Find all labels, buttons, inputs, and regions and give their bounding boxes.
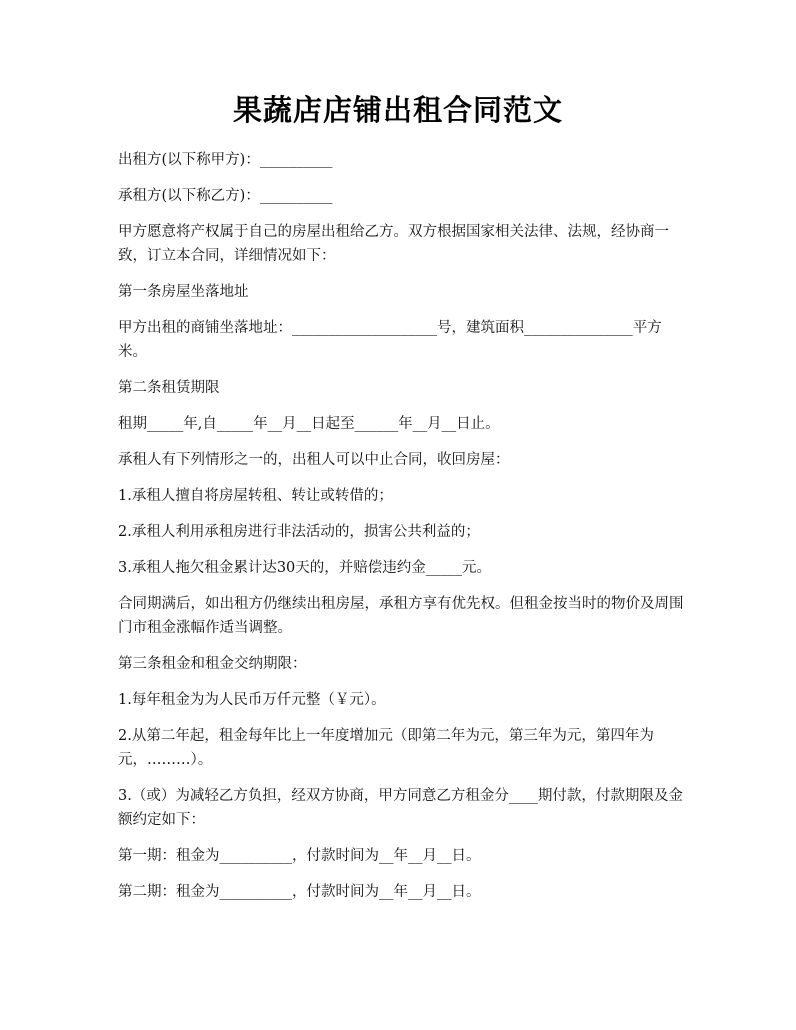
paragraph-termination-2: 2.承租人利用承租房进行非法活动的，损害公共利益的； [118,524,480,540]
paragraph-installment-1: 第一期：租金为__________，付款时间为__年__月__日。 [118,848,481,864]
document-title: 果蔬店店铺出租合同范文 [232,93,563,127]
paragraph-lessor: 出租方(以下称甲方)：__________ [118,152,333,168]
paragraph-termination-intro: 承租人有下列情形之一的，出租人可以中止合同，收回房屋： [118,452,510,468]
paragraph-termination-3: 3.承租人拖欠租金累计达30天的，并赔偿违约金_____元。 [118,560,492,576]
paragraph-address: 甲方出租的商铺坐落地址：____________________号，建筑面积_______________平方米。 [118,320,662,360]
heading-article-3: 第三条租金和租金交纳期限： [118,656,307,672]
document-body [118,148,684,916]
paragraph-renewal: 合同期满后，如出租方仍继续出租房屋，承租方享有优先权。但租金按当时的物价及周围门市租金涨幅作适当调整。 [118,596,684,636]
paragraph-intro: 甲方愿意将产权属于自己的房屋出租给乙方。双方根据国家相关法律、法规，经协商一致，订立本合同，详细情况如下： [118,224,669,264]
paragraph-term: 租期_____年,自_____年__月__日起至______年__月__日止。 [118,416,500,432]
heading-article-1: 第一条房屋坐落地址 [118,284,249,300]
paragraph-lessee: 承租方(以下称乙方)：__________ [118,188,333,204]
paragraph-termination-1: 1.承租人擅自将房屋转租、转让或转借的； [118,488,393,504]
paragraph-installment-2: 第二期：租金为__________，付款时间为__年__月__日。 [118,884,481,900]
paragraph-rent-2: 2.从第二年起，租金每年比上一年度增加元（即第二年为元，第三年为元，第四年为元，………）。 [118,728,654,768]
paragraph-rent-3: 3.（或）为减轻乙方负担，经双方协商，甲方同意乙方租金分____期付款，付款期限及金额约定如下： [118,788,683,828]
paragraph-rent-1: 1.每年租金为为人民币万仟元整（￥元）。 [118,692,386,708]
heading-article-2: 第二条租赁期限 [118,380,220,396]
